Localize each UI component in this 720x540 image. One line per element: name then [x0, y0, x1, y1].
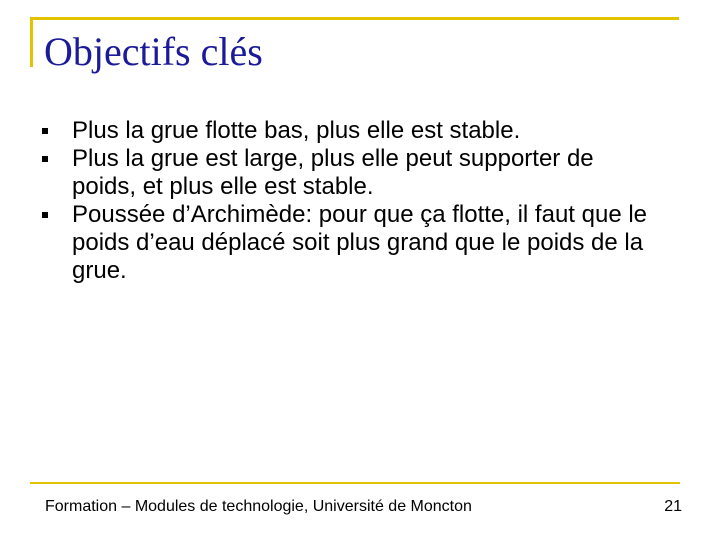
slide-title: Objectifs clés [44, 29, 263, 74]
footer-text: Formation – Modules de technologie, Université de Moncton [45, 498, 472, 515]
bullet-text: Plus la grue flotte bas, plus elle est stable. [72, 117, 521, 144]
square-bullet-icon [42, 156, 48, 162]
bullet-item [0, 201, 662, 285]
bullet-list [0, 117, 680, 285]
bullet-item [0, 117, 662, 145]
top-accent-line [30, 17, 679, 20]
footer-accent-line [30, 482, 680, 484]
square-bullet-icon [42, 128, 48, 134]
left-accent-line [30, 17, 33, 67]
page-number: 21 [664, 498, 682, 515]
square-bullet-icon [42, 212, 48, 218]
bullet-item [0, 145, 662, 201]
bullet-text: Poussée d’Archimède: pour que ça flotte, il faut que le poids d’eau déplacé soit plus grand que le poids de la grue. [72, 201, 648, 284]
bullet-text: Plus la grue est large, plus elle peut supporter de poids, et plus elle est stable. [72, 145, 594, 200]
